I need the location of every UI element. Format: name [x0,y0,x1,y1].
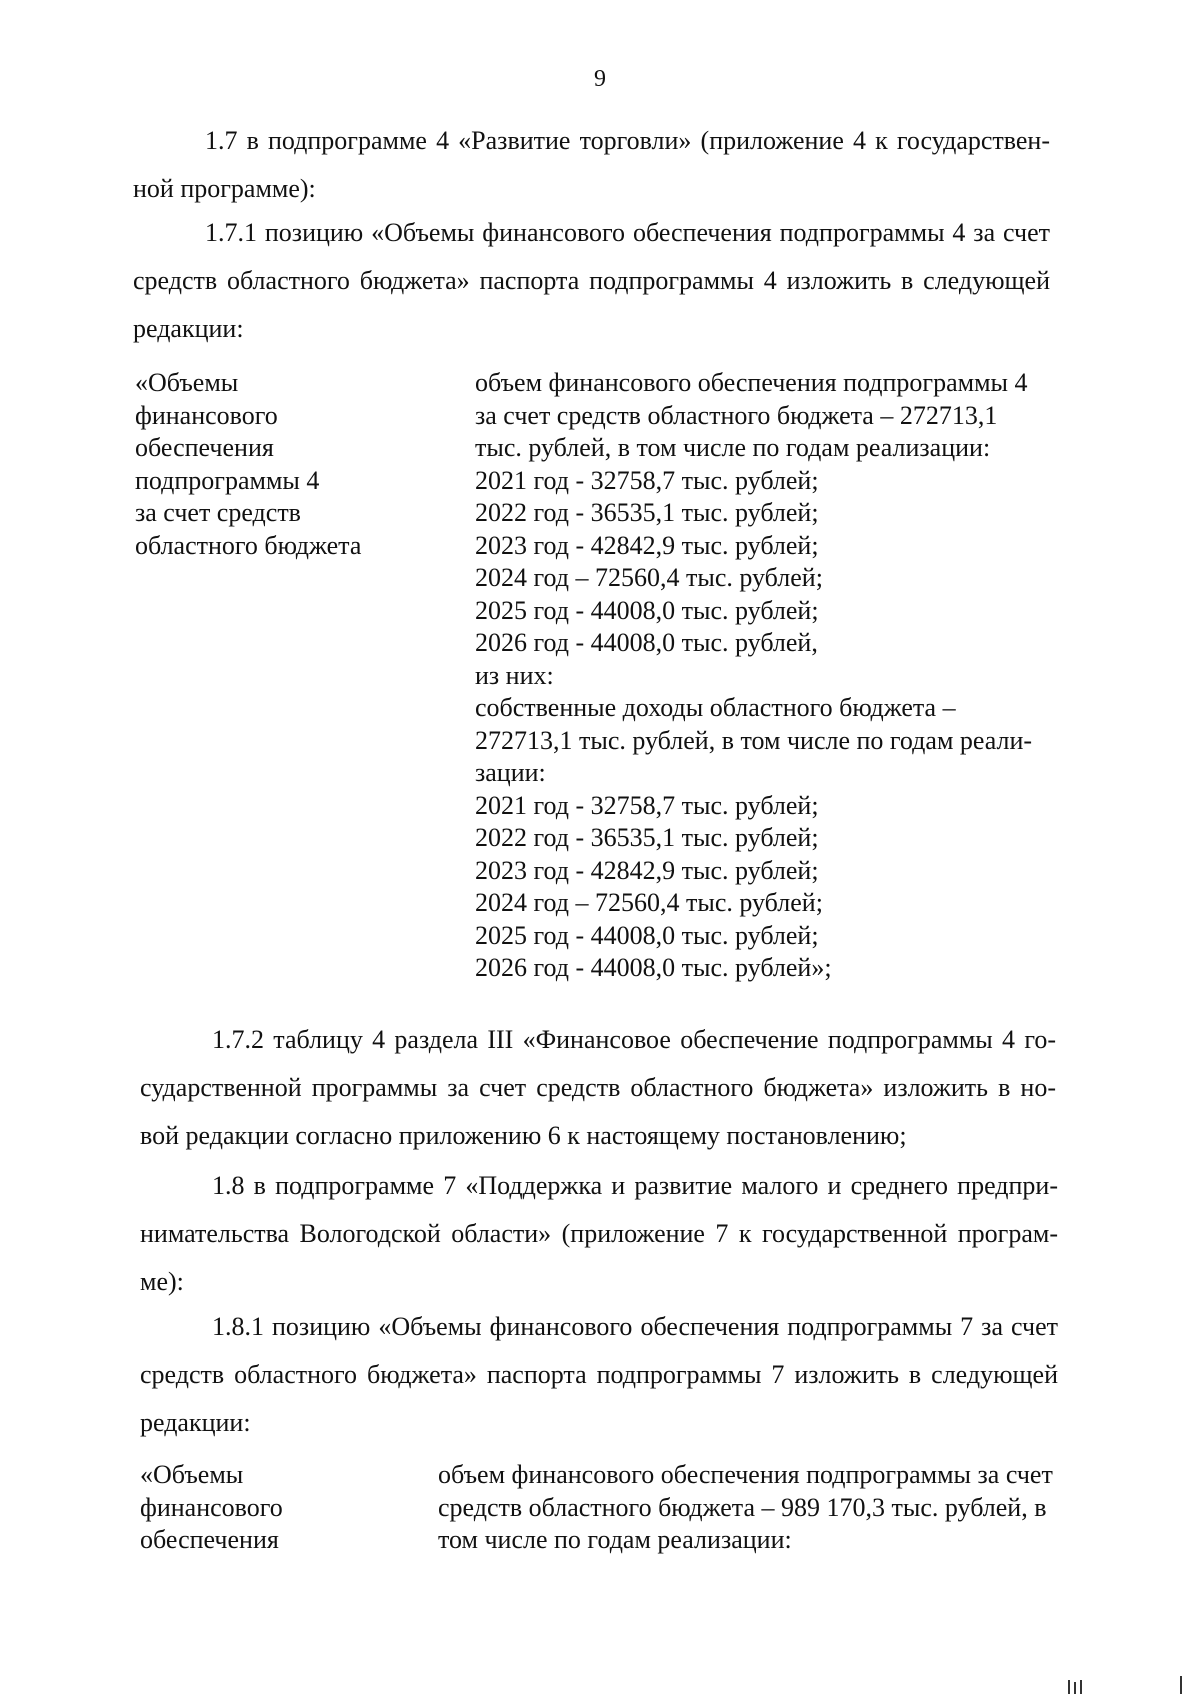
table-value-line: из них: [475,660,554,690]
table-label-column [135,367,361,562]
paragraph-line: 1.7.1 позицию «Объемы финансового обеспечения подпрограммы 4 за счет [205,218,1050,247]
passport-table-subprogram-7 [140,1459,1120,1569]
table-value-line: средств областного бюджета – 989 170,3 тыс. рублей, в [438,1492,1047,1522]
paragraph-line: редакции: [140,1408,251,1437]
paragraph-line: нимательства Вологодской области» (приложение 7 к государственной програм- [140,1219,1058,1248]
scan-artifact-mark [1068,1680,1070,1694]
paragraph-1-7-1 [133,209,1050,353]
table-label-line: областного бюджета [135,530,362,560]
paragraph-line: 1.7.2 таблицу 4 раздела III «Финансовое обеспечение подпрограммы 4 го- [212,1025,1056,1054]
table-value-line: 2021 год - 32758,7 тыс. рублей; [475,465,819,495]
page-number: 9 [594,66,606,92]
table-value-line: 2024 год – 72560,4 тыс. рублей; [475,888,823,917]
paragraph-1-7 [133,117,1050,213]
table-label-line: финансового [140,1492,283,1522]
table-value-column [475,367,1032,985]
paragraph-line: ме): [140,1267,184,1296]
table-value-line: объем финансового обеспечения подпрограммы за счет [438,1460,1053,1489]
scan-artifact-mark [1080,1680,1082,1694]
paragraph-1-7-2 [140,1016,1056,1160]
table-value-line: 2025 год - 44008,0 тыс. рублей; [475,595,819,625]
table-label-line: за счет средств [135,498,301,527]
table-value-line: 2023 год - 42842,9 тыс. рублей; [475,855,819,885]
scan-artifact-mark [1180,1676,1182,1694]
paragraph-line: 1.8.1 позицию «Объемы финансового обеспечения подпрограммы 7 за счет [212,1312,1058,1341]
table-value-line: 2026 год - 44008,0 тыс. рублей, [475,628,818,657]
table-value-line: 2026 год - 44008,0 тыс. рублей»; [475,953,832,982]
table-value-line: собственные доходы областного бюджета – [475,693,956,722]
table-value-line: за счет средств областного бюджета – 272713,1 [475,400,998,430]
table-label-column [140,1459,283,1557]
paragraph-line: редакции: [133,314,244,343]
paragraph-line: ной программе): [133,174,316,203]
table-label-line: обеспечения [140,1525,279,1554]
paragraph-line: сударственной программы за счет средств областного бюджета» изложить в но- [140,1073,1056,1102]
paragraph-line: 1.7 в подпрограмме 4 «Развитие торговли» (приложение 4 к государствен- [205,126,1050,155]
paragraph-line: 1.8 в подпрограмме 7 «Поддержка и развитие малого и среднего предпри- [212,1171,1058,1200]
table-value-line: тыс. рублей, в том числе по годам реализации: [475,433,991,462]
table-value-line: 2025 год - 44008,0 тыс. рублей; [475,920,819,950]
scan-artifact-mark [1074,1682,1076,1694]
table-label-line: «Объемы [135,368,239,397]
table-value-line: 272713,1 тыс. рублей, в том числе по годам реали- [475,725,1033,755]
table-label-line: обеспечения [135,433,274,462]
paragraph-1-8 [140,1162,1058,1306]
paragraph-1-8-1 [140,1303,1058,1447]
paragraph-line: средств областного бюджета» паспорта подпрограммы 4 изложить в следующей [133,266,1050,295]
table-value-line: 2022 год - 36535,1 тыс. рублей; [475,823,819,852]
table-value-line: 2024 год – 72560,4 тыс. рублей; [475,563,823,592]
table-label-line: финансового [135,400,278,430]
table-value-line: 2022 год - 36535,1 тыс. рублей; [475,498,819,527]
table-label-line: «Объемы [140,1460,244,1489]
table-label-line: подпрограммы 4 [135,465,320,495]
passport-table-subprogram-4 [135,367,1095,1007]
table-value-line: зации: [475,758,546,787]
table-value-column [438,1459,1053,1557]
paragraph-line: вой редакции согласно приложению 6 к настоящему постановлению; [140,1121,907,1150]
table-value-line: объем финансового обеспечения подпрограммы 4 [475,368,1028,397]
table-value-line: том числе по годам реализации: [438,1525,792,1554]
paragraph-line: средств областного бюджета» паспорта подпрограммы 7 изложить в следующей [140,1360,1058,1389]
table-value-line: 2021 год - 32758,7 тыс. рублей; [475,790,819,820]
table-value-line: 2023 год - 42842,9 тыс. рублей; [475,530,819,560]
